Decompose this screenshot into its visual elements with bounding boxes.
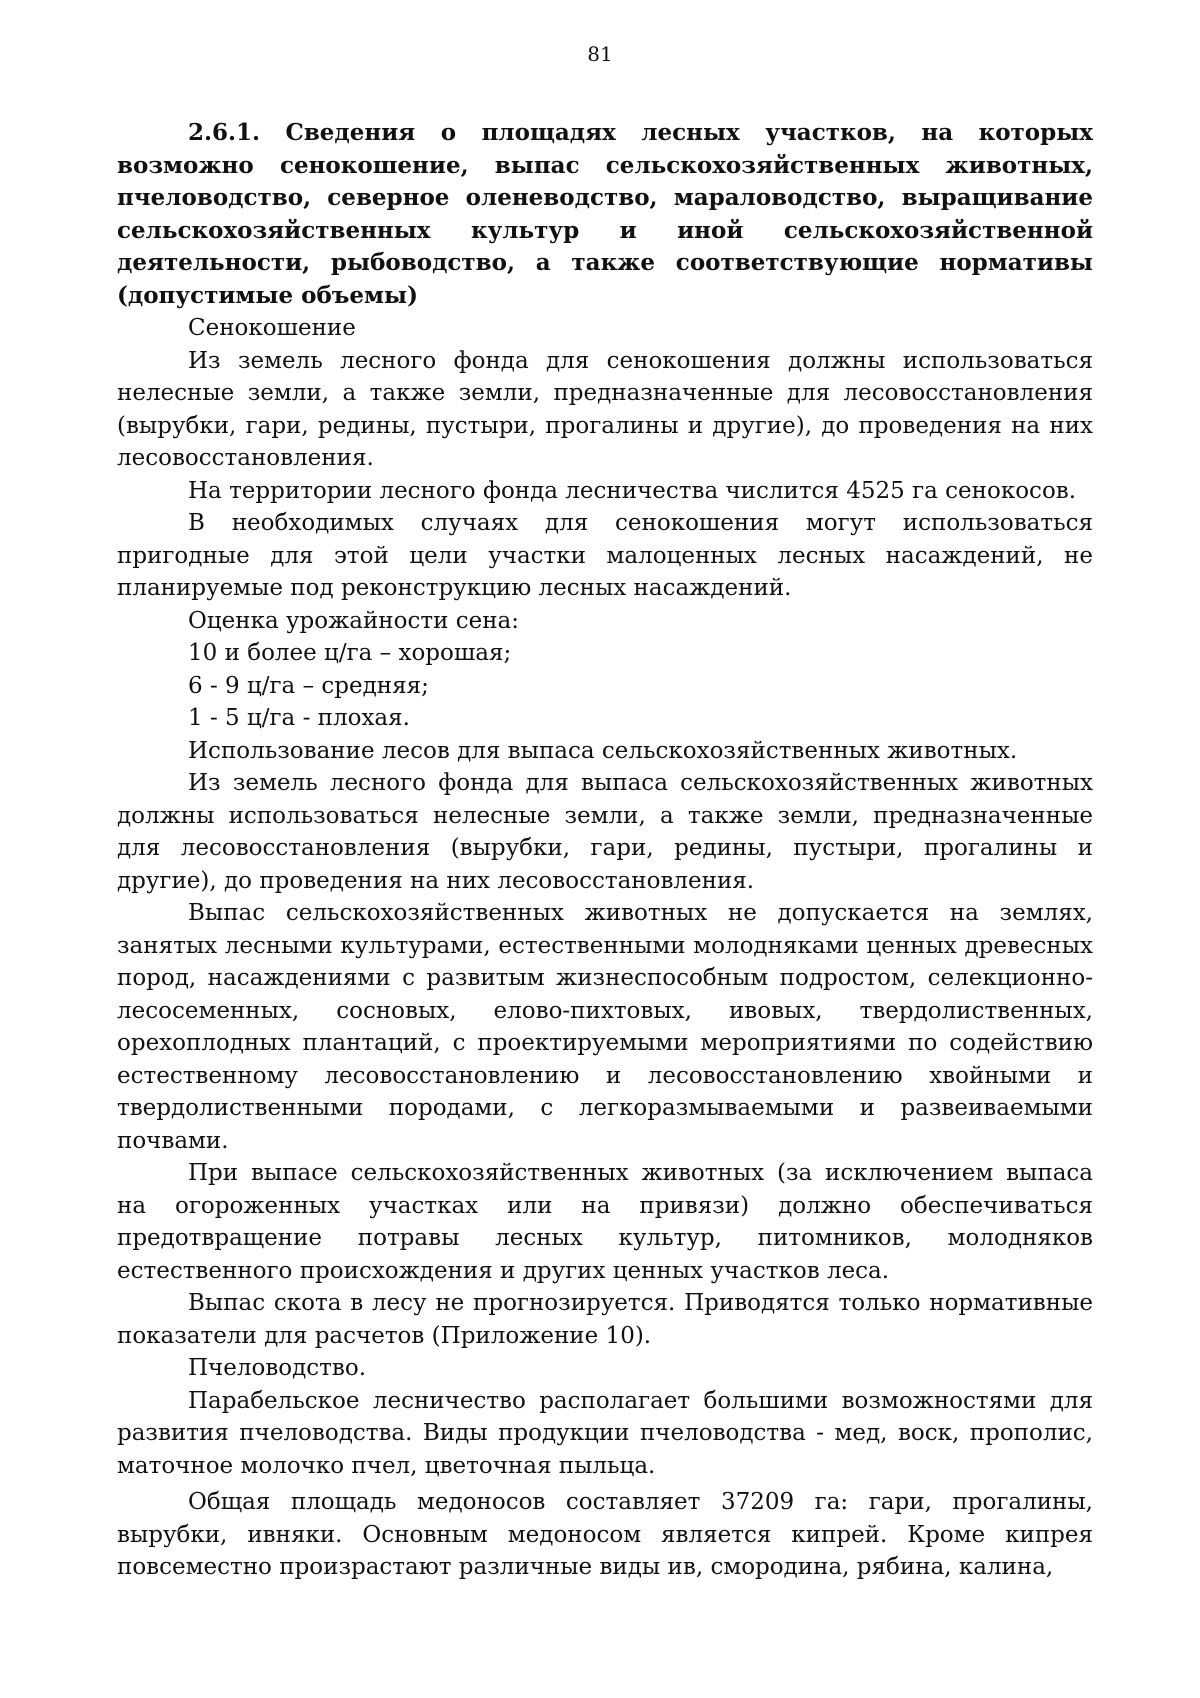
paragraph: Выпас сельскохозяйственных животных не допускается на землях, занятых лесными культурами, естественными молодняками ценных древесных пород, насаждениями с развитым жизнеспособным подростом, селекционно-лесосеменных, сосновых, елово-пихтовых, ивовых, твердолиственных, орехоплодных плантаций, с проектируемыми мероприятиями по содействию естественному лесовосстановлению и лесовосстановлению хвойными и твердолиственными породами, с легкоразмываемыми и развеиваемыми почвами. — [117, 900, 1093, 1154]
paragraph-grazing-title: Использование лесов для выпаса сельскохозяйственных животных. — [188, 737, 1018, 764]
paragraph: На территории лесного фонда лесничества числится 4525 га сенокосов. — [188, 477, 1077, 504]
document-body — [117, 117, 1093, 1584]
paragraph: Парабельское лесничество располагает большими возможностями для развития пчеловодства. Виды продукции пчеловодства - мед, воск, прополис, маточное молочко пчел, цветочная пыльца. — [117, 1387, 1093, 1479]
paragraph: Из земель лесного фонда для выпаса сельскохозяйственных животных должны использоваться нелесные земли, а также земли, предназначенные для лесовосстановления (вырубки, гари, редины, пустыри, прогалины и другие), до проведения на них лесовосстановления. — [117, 770, 1093, 894]
page-number: 81 — [587, 42, 613, 66]
list-item: 6 - 9 ц/га – средняя; — [188, 672, 429, 699]
paragraph: Из земель лесного фонда для сенокошения должны использоваться нелесные земли, а также земли, предназначенные для лесовосстановления (вырубки, гари, редины, пустыри, прогалины и другие), до проведения на них лесовосстановления. — [117, 347, 1093, 471]
paragraph: Выпас скота в лесу не прогнозируется. Приводятся только нормативные показатели для расчетов (Приложение 10). — [117, 1290, 1093, 1349]
paragraph-beekeeping-title: Пчеловодство. — [188, 1355, 367, 1381]
list-item: 1 - 5 ц/га - плохая. — [188, 705, 410, 731]
paragraph: Оценка урожайности сена: — [188, 607, 519, 634]
paragraph-haymaking-title: Сенокошение — [188, 315, 356, 341]
paragraph: В необходимых случаях для сенокошения могут использоваться пригодные для этой цели участки малоценных лесных насаждений, не планируемые под реконструкцию лесных насаждений. — [117, 510, 1093, 601]
paragraph: Общая площадь медоносов составляет 37209 га: гари, прогалины, вырубки, ивняки. Основным медоносом является кипрей. Кроме кипрея повсеместно произрастают различные виды ив, смородина, рябина, калина, — [117, 1489, 1093, 1580]
paragraph: При выпасе сельскохозяйственных животных (за исключением выпаса на огороженных участках или на привязи) должно обеспечиваться предотвращение потравы лесных культур, питомников, молодняков естественного происхождения и других ценных участков леса. — [117, 1160, 1093, 1284]
list-item: 10 и более ц/га – хорошая; — [188, 640, 512, 666]
section-heading: 2.6.1. Сведения о площадях лесных участков, на которых возможно сенокошение, выпас сельскохозяйственных животных, пчеловодство, северное оленеводство, мараловодство, выращивание сельскохозяйственных культур и иной сельскохозяйственной деятельности, рыбоводство, а также соответствующие нормативы (допустимые объемы) — [117, 119, 1093, 309]
